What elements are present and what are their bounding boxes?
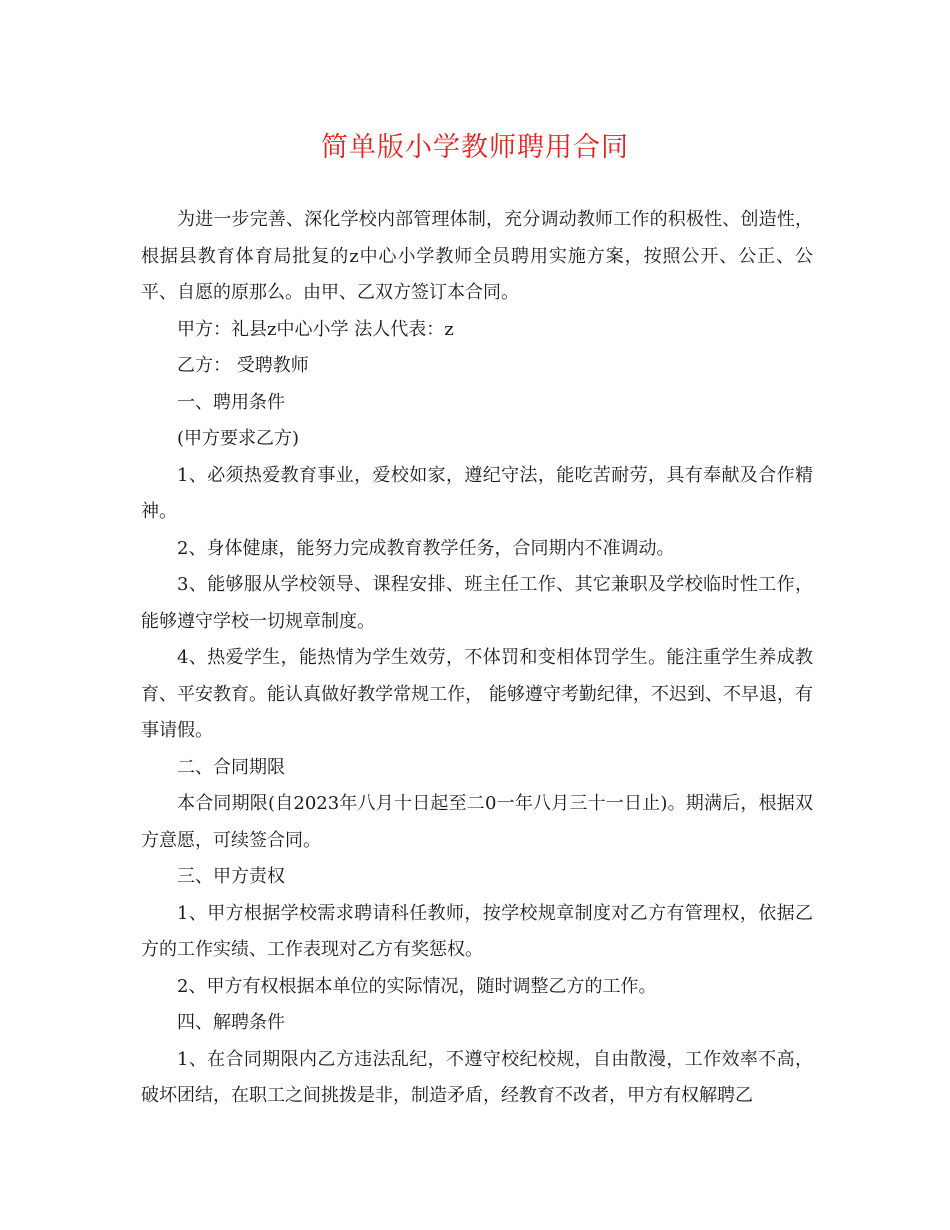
paragraph-rights-1: 1、甲方根据学校需求聘请科任教师，按学校规章制度对乙方有管理权，依据乙方的工作实绩、工作表现对乙方有奖惩权。 <box>141 902 813 960</box>
section-heading-dismissal: 四、解聘条件 <box>177 1012 285 1033</box>
document-title: 简单版小学教师聘用合同 <box>321 132 629 163</box>
section-heading-conditions: 一、聘用条件 <box>177 391 285 413</box>
section-heading-party-a-rights: 三、甲方责权 <box>177 866 285 887</box>
paragraph-party-a: 甲方：礼县z中心小学 法人代表：z <box>177 318 454 340</box>
paragraph-term: 本合同期限(自2023年八月十日起至二0一年八月三十一日止)。期满后，根据双方意愿，可续签合同。 <box>141 793 813 851</box>
section-heading-term: 二、合同期限 <box>177 756 285 778</box>
paragraph-intro: 为进一步完善、深化学校内部管理体制，充分调动教师工作的积极性、创造性，根据县教育体育局批复的z中心小学教师全员聘用实施方案，按照公开、公正、公平、自愿的原那么。由甲、乙双方签订本合同。 <box>141 209 813 303</box>
paragraph-condition-1: 1、必须热爱教育事业，爱校如家，遵纪守法，能吃苦耐劳，具有奉献及合作精神。 <box>141 464 813 522</box>
paragraph-party-b: 乙方： 受聘教师 <box>177 355 309 376</box>
document-body <box>141 202 813 1115</box>
paragraph-condition-3: 3、能够服从学校领导、课程安排、班主任工作、其它兼职及学校临时性工作，能够遵守学校一切规章制度。 <box>141 574 813 632</box>
paragraph-rights-2: 2、甲方有权根据本单位的实际情况，随时调整乙方的工作。 <box>177 975 657 997</box>
paragraph-condition-4: 4、热爱学生，能热情为学生效劳，不体罚和变相体罚学生。能注重学生养成教育、平安教育。能认真做好教学常规工作， 能够遵守考勤纪律，不迟到、不早退，有事请假。 <box>141 647 813 741</box>
paragraph-dismissal-1: 1、在合同期限内乙方违法乱纪，不遵守校纪校规，自由散漫，工作效率不高，破坏团结，在职工之间挑拨是非，制造矛盾，经教育不改者，甲方有权解聘乙 <box>141 1048 813 1106</box>
paragraph-condition-2: 2、身体健康，能努力完成教育教学任务，合同期内不准调动。 <box>177 537 675 559</box>
paragraph-requirements-note: (甲方要求乙方) <box>177 428 300 449</box>
